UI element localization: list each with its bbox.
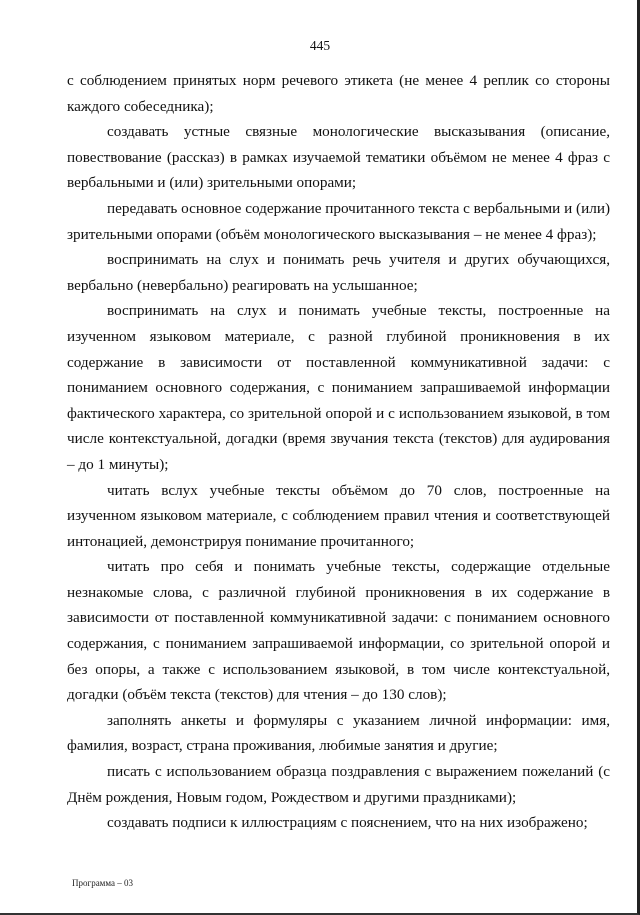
paragraph-speech-etiquette: с соблюдением принятых норм речевого этикета (не менее 4 реплик со стороны каждого собеседника); — [67, 72, 610, 115]
paragraph-greetings: писать с использованием образца поздравления с выражением пожеланий (с Днём рождения, Новым годом, Рождеством и другими праздниками); — [67, 763, 610, 806]
paragraph-monologue: создавать устные связные монологические высказывания (описание, повествование (рассказ) в рамках изучаемой тематики объёмом не менее 4 фраз с вербальными и (или) зрительными опорами; — [67, 123, 610, 192]
paragraph-listening-texts: воспринимать на слух и понимать учебные тексты, построенные на изученном языковом материале, с разной глубиной проникновения в их содержание в зависимости от поставленной коммуникативной задачи: с пониманием основного содержания, с пониманием запрашиваемой информации фактического характера, со зрительной опорой и с использованием языковой, в том числе контекстуальной, догадки (время звучания текста (текстов) для аудирования – до 1 минуты); — [67, 302, 610, 473]
document-body — [67, 68, 610, 836]
page-number: 445 — [309, 38, 331, 53]
paragraph-reading-aloud: читать вслух учебные тексты объёмом до 70 слов, построенные на изученном языковом материале, с соблюдением правил чтения и соответствующей интонацией, демонстрируя понимание прочитанного; — [67, 481, 610, 550]
paragraph-forms: заполнять анкеты и формуляры с указанием личной информации: имя, фамилия, возраст, страна проживания, любимые занятия и другие; — [67, 711, 610, 755]
paragraph-retelling: передавать основное содержание прочитанного текста с вербальными и (или) зрительными опорами (объём монологического высказывания – не менее 4 фраз); — [67, 199, 610, 243]
paragraph-silent-reading: читать про себя и понимать учебные тексты, содержащие отдельные незнакомые слова, с различной глубиной проникновения в их содержание в зависимости от поставленной коммуникативной задачи: с пониманием основного содержания, с пониманием запрашиваемой информации, со зрительной опорой и без опоры, а также с использованием языковой, в том числе контекстуальной, догадки (объём текста (текстов) для чтения – до 130 слов); — [67, 558, 610, 704]
paragraph-captions: создавать подписи к иллюстрациям с пояснением, что на них изображено; — [107, 814, 588, 832]
paragraph-listening-teacher: воспринимать на слух и понимать речь учителя и других обучающихся, вербально (невербально) реагировать на услышанное; — [67, 251, 610, 294]
footer-note: Программа – 03 — [72, 878, 134, 888]
